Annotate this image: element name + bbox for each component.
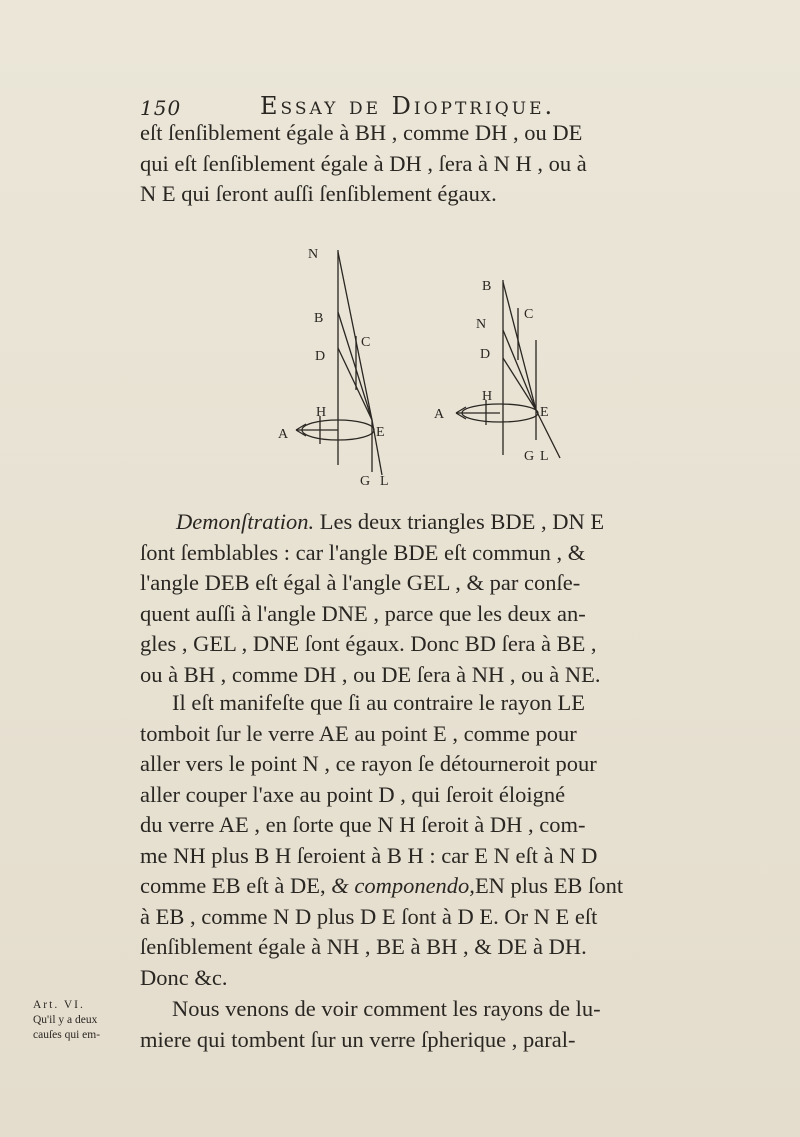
label-B: B — [314, 311, 324, 326]
label-C: C — [524, 307, 534, 322]
label-N: N — [476, 317, 487, 332]
margin-note — [33, 998, 143, 1043]
label-D: D — [480, 347, 491, 362]
label-L: L — [380, 474, 389, 489]
text-line: Il eſt manifeſte que ſi au contraire le rayon LE — [172, 690, 585, 715]
margin-line: Qu'il y a deux — [33, 1014, 98, 1026]
italic-phrase: & componendo, — [331, 873, 475, 898]
text-line — [140, 871, 680, 902]
margin-article: Art. VI. — [33, 999, 85, 1011]
paragraph-1 — [140, 118, 680, 210]
label-G: G — [524, 449, 535, 464]
label-B: B — [482, 279, 492, 294]
optics-figure — [260, 240, 600, 490]
text-line — [140, 507, 680, 538]
text-line: ſont ſemblables : car l'angle BDE eſt commun , & — [140, 539, 586, 565]
label-A: A — [434, 407, 445, 422]
text-line: aller couper l'axe au point D , qui ſeroit éloigné — [140, 781, 566, 807]
text-line: ou à BH , comme DH , ou DE ſera à NH , ou à NE. — [140, 661, 601, 687]
text-line: miere qui tombent ſur un verre ſpherique , paral- — [140, 1026, 576, 1052]
label-H: H — [482, 389, 493, 404]
text-line: N E qui ſeront auſſi ſenſiblement égaux. — [140, 181, 497, 206]
text-line: aller vers le point N , ce rayon ſe détourneroit pour — [140, 751, 597, 776]
left-diagram — [296, 250, 382, 475]
label-E: E — [376, 425, 385, 440]
text-span: Les deux triangles BDE , DN E — [319, 509, 605, 534]
label-C: C — [361, 335, 371, 350]
text-line: l'angle DEB eſt égal à l'angle GEL , & par conſe- — [140, 570, 581, 595]
paragraph-4 — [140, 994, 680, 1055]
margin-line: cauſes qui em- — [33, 1029, 101, 1041]
label-N: N — [308, 247, 319, 262]
text-line: quent auſſi à l'angle DNE , parce que les deux an- — [140, 600, 586, 626]
paragraph-demonstration — [140, 507, 680, 690]
paragraph-3 — [140, 688, 680, 993]
text-line: eſt ſenſiblement égale à BH , comme DH , ou DE — [140, 120, 583, 145]
text-line: ſenſiblement égale à NH , BE à BH , & DE à DH. — [140, 934, 587, 959]
text-span: EN plus EB ſont — [474, 873, 624, 898]
right-diagram — [456, 280, 560, 458]
text-line: tomboit ſur le verre AE au point E , comme pour — [140, 720, 577, 746]
text-line: qui eſt ſenſiblement égale à DH , ſera à N H , ou à — [140, 150, 587, 176]
text-span: comme EB eſt à DE, — [140, 873, 332, 898]
text-line: du verre AE , en ſorte que N H ſeroit à DH , com- — [140, 812, 586, 837]
label-L: L — [540, 449, 549, 464]
running-title: Essay de Dioptrique. — [260, 92, 556, 120]
text-line: Nous venons de voir comment les rayons de lu- — [172, 996, 601, 1021]
text-line: Donc &c. — [140, 964, 228, 990]
label-H: H — [316, 405, 327, 420]
label-A: A — [278, 427, 289, 442]
page-number: 150 — [140, 96, 182, 120]
text-line: me NH plus B H ſeroient à B H : car E N eſt à N D — [140, 842, 598, 868]
text-line: à EB , comme N D plus D E ſont à D E. Or N E eſt — [140, 903, 598, 929]
text-line: gles , GEL , DNE ſont égaux. Donc BD ſera à BE , — [140, 631, 597, 656]
label-D: D — [315, 349, 326, 364]
label-G: G — [360, 474, 371, 489]
demonstration-lead: Demonſtration. — [176, 509, 315, 534]
label-E: E — [540, 405, 549, 420]
